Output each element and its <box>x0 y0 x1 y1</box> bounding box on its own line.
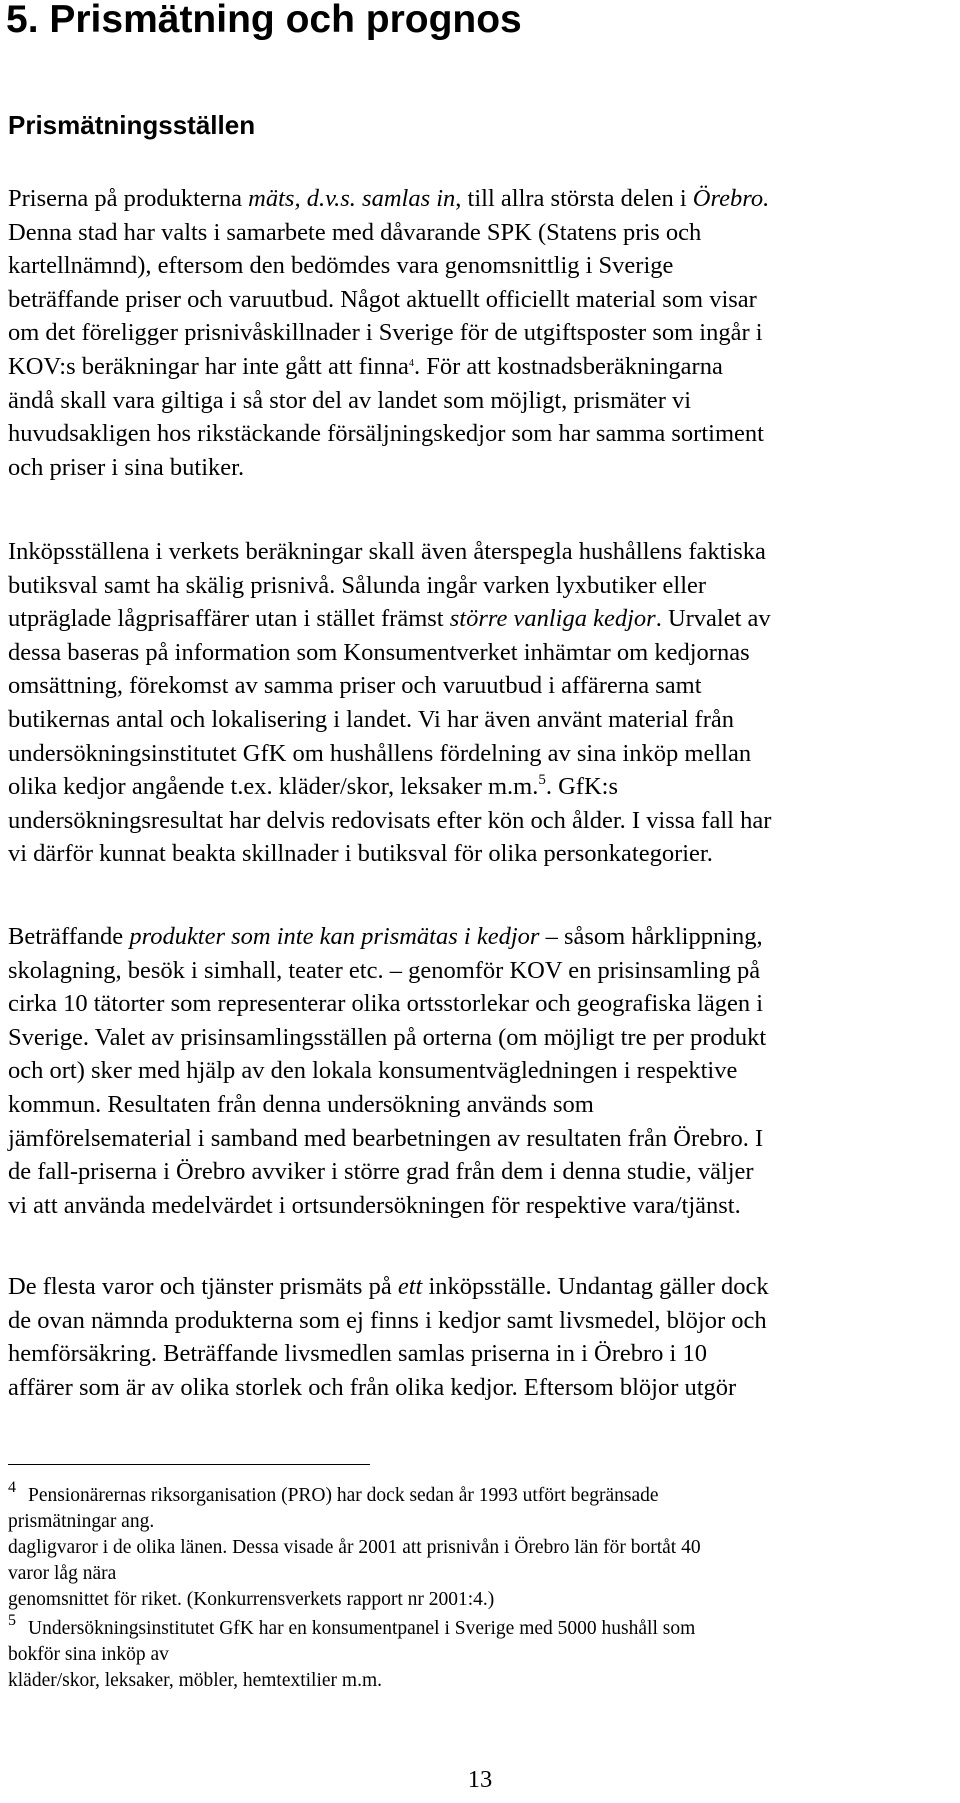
paragraph-line: butikernas antal och lokalisering i landet. Vi har även använt material från <box>8 705 735 733</box>
paragraph-line: kartellnämnd), eftersom den bedömdes vara genomsnittlig i Sverige <box>8 252 674 280</box>
paragraph-line: undersökningsresultat har delvis redovisats efter kön och ålder. I vissa fall har <box>8 806 772 834</box>
paragraph-line: Priserna på produkterna mäts, d.v.s. samlas in, till allra största delen i Örebro. <box>8 185 770 212</box>
footnote-number: 4 <box>8 1479 16 1496</box>
footnote-5 <box>8 1612 958 1694</box>
paragraph-line: undersökningsinstitutet GfK om hushållens fördelning av sina inköp mellan <box>8 739 752 767</box>
paragraph-line: och priser i sina butiker. <box>8 453 245 481</box>
paragraph-line: Inköpsställena i verkets beräkningar skall även återspegla hushållens faktiska <box>8 538 766 565</box>
paragraph-line: ändå skall vara giltiga i så stor del av landet som möjligt, prismäter vi <box>8 386 692 414</box>
footnote-line: genomsnittet för riket. (Konkurrensverkets rapport nr 2001:4.) <box>8 1589 495 1610</box>
paragraph-line: om det föreligger prisnivåskillnader i Sverige för de utgiftsposter som ingår i <box>8 319 763 347</box>
paragraph-2 <box>8 535 958 871</box>
paragraph-line: dessa baseras på information som Konsumentverket inhämtar om kedjornas <box>8 638 750 666</box>
paragraph-1 <box>8 182 958 484</box>
paragraph-line: kommun. Resultaten från denna undersökning används som <box>8 1090 594 1118</box>
paragraph-line: Denna stad har valts i samarbete med dåvarande SPK (Statens pris och <box>8 218 702 246</box>
paragraph-line: jämförelsematerial i samband med bearbetningen av resultaten från Örebro. I <box>8 1124 764 1152</box>
footnote-line: bokför sina inköp av <box>8 1644 169 1665</box>
italic-text: större vanliga kedjor <box>449 605 656 633</box>
footnote-line: $^4$ Pensionärernas riksorganisation (PRO) har dock sedan år 1993 utfört begränsade <box>8 1479 659 1506</box>
italic-text: produkter som inte kan prismätas i kedjor <box>129 923 540 950</box>
paragraph-line: cirka 10 tätorter som representerar olika ortsstorlekar och geografiska lägen i <box>8 990 764 1018</box>
paragraph-line: och ort) sker med hjälp av den lokala konsumentvägledningen i respektive <box>8 1057 738 1085</box>
paragraph-line: olika kedjor angående t.ex. kläder/skor, leksaker m.m.$^5$. GfK:s <box>8 772 618 801</box>
paragraph-line: de fall-priserna i Örebro avviker i större grad från dem i denna studie, väljer <box>8 1158 754 1186</box>
paragraph-line: huvudsakligen hos rikstäckande försäljningskedjor som har samma sortiment <box>8 420 764 448</box>
italic-text: Örebro. <box>692 185 770 212</box>
paragraph-line: Beträffande produkter som inte kan prismätas i kedjor – såsom hårklippning, <box>8 923 763 950</box>
paragraph-line: affärer som är av olika storlek och från olika kedjor. Eftersom blöjor utgör <box>8 1373 737 1401</box>
paragraph-line: KOV:s beräkningar har inte gått att finna$^4$. För att kostnadsberäkningarna <box>8 352 723 380</box>
paragraph-line: vi därför kunnat beakta skillnader i butiksval för olika personkategorier. <box>8 840 713 868</box>
page-number: 13 <box>467 1766 493 1793</box>
footnote-line: prismätningar ang. <box>8 1511 155 1532</box>
paragraph-line: vi att använda medelvärdet i ortsundersökningen för respektive vara/tjänst. <box>8 1191 741 1219</box>
paragraph-line: De flesta varor och tjänster prismäts på ett inköpsställe. Undantag gäller dock <box>8 1273 769 1300</box>
paragraph-line: beträffande priser och varuutbud. Något aktuellt officiellt material som visar <box>8 285 757 313</box>
footnote-ref-5[interactable]: 5 <box>538 772 546 789</box>
paragraph-line: omsättning, förekomst av samma priser och varuutbud i affärerna samt <box>8 672 702 700</box>
footnote-line: kläder/skor, leksaker, möbler, hemtextilier m.m. <box>8 1670 383 1691</box>
footnote-4 <box>8 1479 958 1613</box>
paragraph-3 <box>8 920 958 1222</box>
footnote-number: 5 <box>8 1612 16 1629</box>
italic-text: ett <box>397 1273 423 1300</box>
footnote-line: dagligvaror i de olika länen. Dessa visade år 2001 att prisnivån i Örebro län för bortåt 40 <box>8 1537 701 1558</box>
paragraph-4 <box>8 1270 958 1404</box>
section-heading: 5. Prismätning och prognos <box>6 0 522 41</box>
paragraph-line: butiksval samt ha skälig prisnivå. Sålunda ingår varken lyxbutiker eller <box>8 571 707 599</box>
paragraph-line: Sverige. Valet av prisinsamlingsställen på orterna (om möjligt tre per produkt <box>8 1023 767 1051</box>
footnote-divider <box>8 1464 370 1465</box>
subsection-heading: Prismätningsställen <box>8 110 256 140</box>
footnote-line: $^5$ Undersökningsinstitutet GfK har en konsumentpanel i Sverige med 5000 hushåll som <box>8 1612 696 1639</box>
paragraph-line: skolagning, besök i simhall, teater etc. – genomför KOV en prisinsamling på <box>8 956 761 984</box>
footnote-line: varor låg nära <box>8 1563 117 1584</box>
paragraph-line: de ovan nämnda produkterna som ej finns i kedjor samt livsmedel, blöjor och <box>8 1306 767 1334</box>
paragraph-line: utpräglade lågprisaffärer utan i stället främst större vanliga kedjor. Urvalet av <box>8 605 771 633</box>
footnote-ref-4[interactable]: 4 <box>408 357 414 369</box>
paragraph-line: hemförsäkring. Beträffande livsmedlen samlas priserna in i Örebro i 10 <box>8 1340 707 1368</box>
italic-text: mäts, d.v.s. samlas in <box>248 185 456 212</box>
